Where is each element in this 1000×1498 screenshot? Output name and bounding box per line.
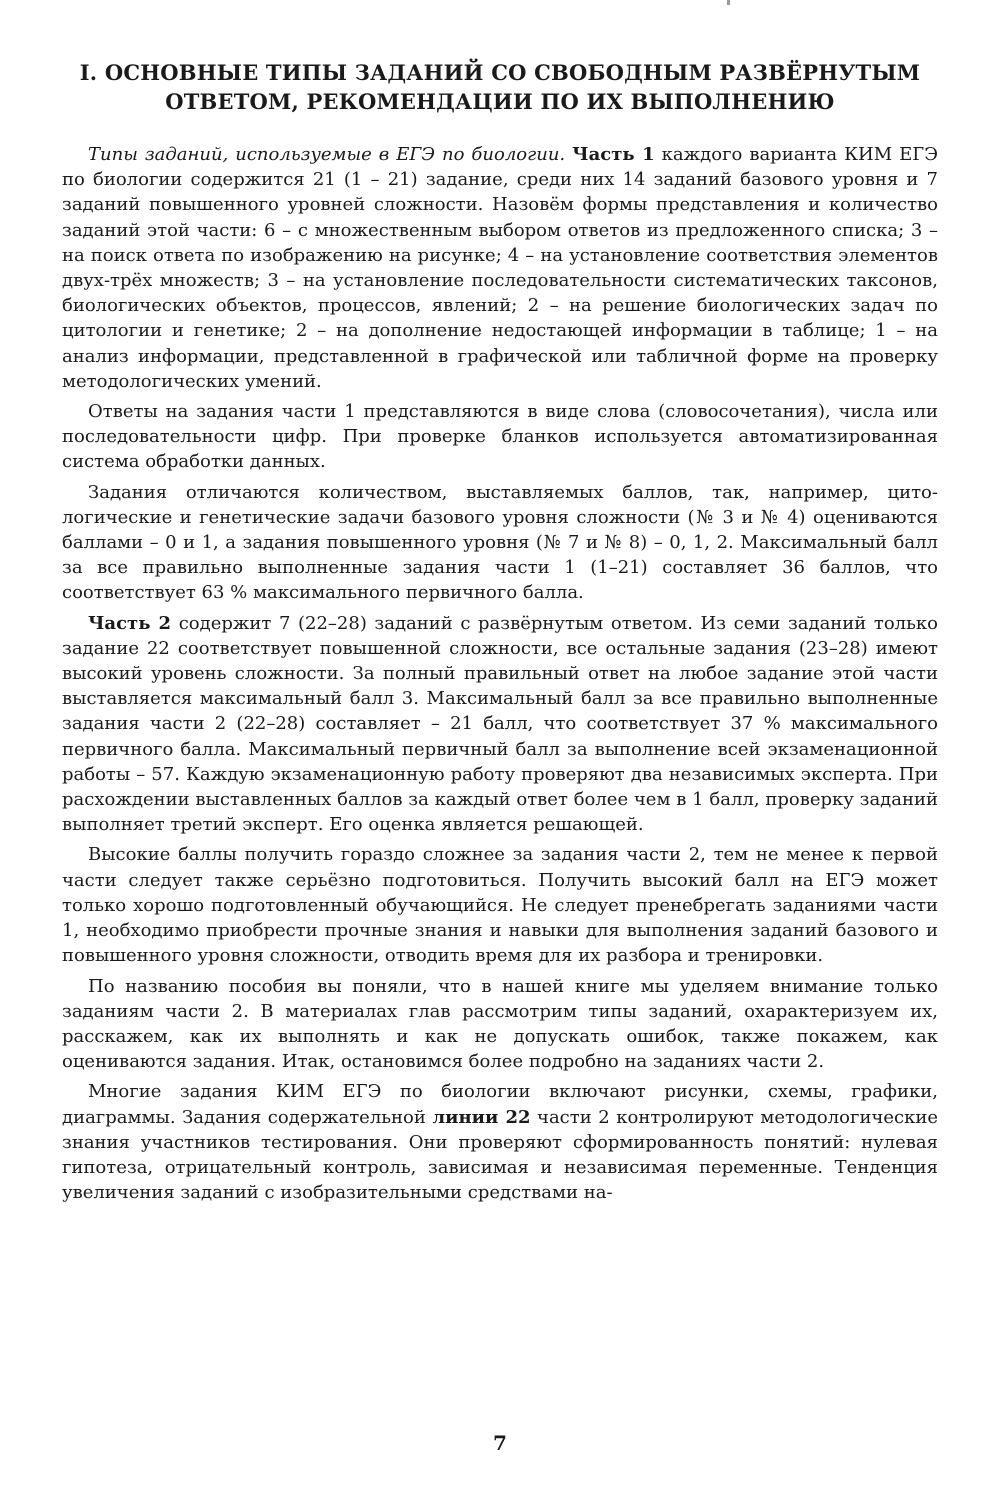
paragraph-text: части 2 контролируют методологические знания участников тестирования. Они проверяют сформированность понятий: нулевая гипотеза, отрицательный контроль, зависимая и независимая переменные. Тенденция увеличения заданий с изобразительными средствами на- bbox=[62, 1106, 938, 1204]
paragraph-task-types bbox=[62, 142, 938, 394]
paragraph-scoring-part1 bbox=[62, 480, 938, 606]
paragraph-text: Высокие баллы получить гораздо сложнее за задания части 2, тем не менее к первой части следует также серьёзно подготовиться. Получить высокий балл на ЕГЭ может только хорошо подготовленный обучающийся. Не следует пренебрегать заданиями части 1, необходимо приобрести прочные знания и навыки для выполнения заданий базового и повышенного уровня сложности, отводить время для их разбора и тренировки. bbox=[62, 844, 938, 967]
heading-line-2: ОТВЕТОМ, РЕКОМЕНДАЦИИ ПО ИХ ВЫПОЛНЕНИЮ bbox=[165, 89, 835, 114]
paragraph-high-scores bbox=[62, 842, 938, 968]
page-number: 7 bbox=[493, 1431, 507, 1455]
italic-lead: Типы заданий, используемые в ЕГЭ по биологии. bbox=[88, 144, 566, 165]
paragraph-part2 bbox=[62, 611, 938, 838]
paragraph-book-focus bbox=[62, 974, 938, 1075]
paragraph-text-before: Многие задания КИМ ЕГЭ по биологии включают рисунки, схемы, графики, диаграммы. Задания содержательной bbox=[62, 1081, 938, 1128]
bold-lead: Часть 1 bbox=[572, 144, 655, 165]
paragraph-text: Ответы на задания части 1 представляются в виде слова (словосочетания), числа или последовательности цифр. При проверке бланков используется автоматизированная система обработки данных. bbox=[62, 401, 938, 473]
paragraph-answers-part1 bbox=[62, 399, 938, 475]
paragraph-text: По названию пособия вы поняли, что в нашей книге мы уделяем внимание только заданиям части 2. В материалах глав рассмотрим типы заданий, охарактеризуем их, расскажем, как их выполнять и как не допускать ошибок, также покажем, как оцениваются задания. Итак, остановимся более подробно на заданиях части 2. bbox=[62, 975, 938, 1073]
bold-mid: линии 22 bbox=[432, 1106, 531, 1128]
paragraph-text: каждого варианта КИМ ЕГЭ по биологии содержится 21 (1 – 21) задание, среди них 14 заданий базового уровня и 7 заданий повышенного уровней сложности. Назовём формы представления и количество заданий этой части: 6 – с множественным выбором ответов из предложенного списка; 3 – на поиск ответа по изображению на рисунке; 4 – на установление соответствия элементов двух-трёх множеств; 3 – на установление последовательности систематических таксонов, биологических объектов, процессов, явлений; 2 – на решение биологических задач по цитологии и генетике; 2 – на дополнение недостающей информации в таблице; 1 – на анализ информации, представленной в графической или табличной форме на проверку методологических умений. bbox=[62, 144, 938, 392]
page-body bbox=[62, 58, 938, 1210]
paragraph-text: содержит 7 (22–28) заданий с развёрнутым ответом. Из семи заданий только задание 22 соответствует повышенной сложности, все остальные задания (23–28) имеют высокий уровень сложности. За полный правильный ответ на любое задание этой части выставляется максимальный балл 3. Максимальный балл за все правильно выполненные задания части 2 (22–28) составляет – 21 балл, что соответствует 37 % максимального первичного балла. Максимальный первичный балл за выполнение всей экзаменационной работы – 57. Каждую экзаменационную работу проверяют два независимых эксперта. При расхождении выставленных баллов за каждый ответ более чем в 1 балл, проверку заданий выполняет третий эксперт. Его оценка является решающей. bbox=[62, 612, 938, 836]
bold-lead: Часть 2 bbox=[88, 612, 172, 634]
heading-line-1: I. ОСНОВНЫЕ ТИПЫ ЗАДАНИЙ СО СВОБОДНЫМ РАЗВЁРНУТЫМ bbox=[79, 60, 921, 85]
section-heading bbox=[62, 58, 938, 116]
paragraph-line22 bbox=[62, 1079, 938, 1205]
paragraph-text: Задания отличаются количеством, выставляемых баллов, так, например, цитологические и генетические задачи базового уровня сложности (№ 3 и № 4) оцениваются баллами – 0 и 1, а задания повышенного уровня (№ 7 и № 8) – 0, 1, 2. Максимальный балл за все правильно выполненные задания части 1 (1–21) составляет 36 баллов, что соответствует 63 % максимального первичного балла. bbox=[62, 481, 938, 604]
scan-mark bbox=[727, 0, 730, 5]
